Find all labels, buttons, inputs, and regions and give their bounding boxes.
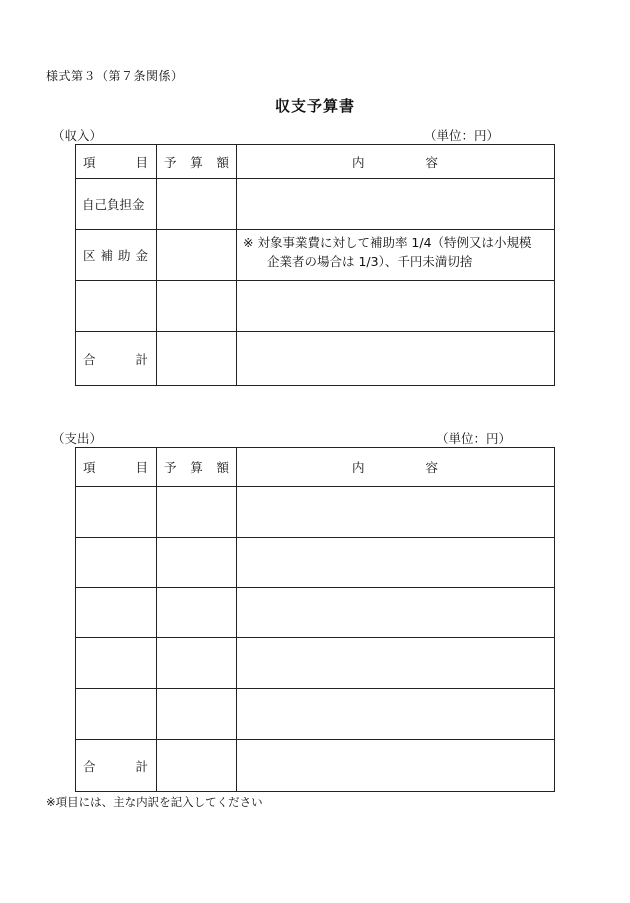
expense-row-budget-cell[interactable] xyxy=(157,487,237,538)
income-total-label xyxy=(76,332,157,386)
expense-row-budget-cell[interactable] xyxy=(157,638,237,689)
expense-row-budget-cell[interactable] xyxy=(157,538,237,588)
header-budget: 予算額 xyxy=(157,145,237,179)
expense-row-content-cell[interactable] xyxy=(237,638,555,689)
header-budget: 予算額 xyxy=(157,448,237,487)
header-content-b: 容 xyxy=(425,154,438,170)
income-row-label: 区補助金 xyxy=(76,230,157,281)
expense-section-label: （支出） xyxy=(52,431,103,446)
income-row-budget-cell[interactable] xyxy=(157,281,237,332)
expense-total-row xyxy=(76,740,555,792)
income-row-budget-cell[interactable] xyxy=(157,230,237,281)
income-row-label-cell[interactable] xyxy=(76,281,157,332)
header-content xyxy=(237,448,555,487)
income-header-row xyxy=(76,145,555,179)
income-row-budget-cell[interactable] xyxy=(157,179,237,230)
expense-row-label-cell[interactable] xyxy=(76,588,157,638)
expense-row-label-cell[interactable] xyxy=(76,638,157,689)
income-row-content-cell[interactable] xyxy=(237,230,555,281)
expense-row-label-cell[interactable] xyxy=(76,487,157,538)
header-content xyxy=(237,145,555,179)
document-title: 収支予算書 xyxy=(274,97,355,115)
expense-row-budget-cell[interactable] xyxy=(157,689,237,740)
footer-note: ※項目には、主な内訳を記入してください xyxy=(46,795,263,809)
header-content-b: 容 xyxy=(425,460,438,475)
total-label-b: 計 xyxy=(135,758,148,774)
income-table xyxy=(75,144,555,386)
expense-row-label-cell[interactable] xyxy=(76,538,157,588)
header-item: 項目 xyxy=(76,145,157,179)
expense-row xyxy=(76,538,555,588)
income-row-content-cell[interactable] xyxy=(237,281,555,332)
subsidy-note-line2: 企業者の場合は 1/3）、千円未満切捨 xyxy=(267,254,473,269)
form-number: 様式第３（第７条関係） xyxy=(46,69,184,83)
total-label-b: 計 xyxy=(135,351,148,367)
header-content-a: 内 xyxy=(352,460,365,475)
expense-row xyxy=(76,588,555,638)
income-unit-label: （単位：円） xyxy=(424,128,500,143)
header-content-a: 内 xyxy=(352,154,365,170)
expense-row-content-cell[interactable] xyxy=(237,538,555,588)
expense-table xyxy=(75,447,555,792)
income-total-content-cell[interactable] xyxy=(237,332,555,386)
expense-total-label xyxy=(76,740,157,792)
expense-row-content-cell[interactable] xyxy=(237,487,555,538)
expense-row-budget-cell[interactable] xyxy=(157,588,237,638)
total-label-a: 合 xyxy=(83,351,96,367)
income-section-label: （収入） xyxy=(52,128,103,143)
subsidy-note-line1: ※ 対象事業費に対して補助率 1/4（特例又は小規模 xyxy=(243,235,532,250)
expense-total-content-cell[interactable] xyxy=(237,740,555,792)
header-item: 項目 xyxy=(76,448,157,487)
income-row-blank xyxy=(76,281,555,332)
expense-row-label-cell[interactable] xyxy=(76,689,157,740)
expense-row-content-cell[interactable] xyxy=(237,689,555,740)
expense-unit-label: （単位：円） xyxy=(436,431,512,446)
expense-row xyxy=(76,638,555,689)
income-row-subsidy xyxy=(76,230,555,281)
income-row-self-pay xyxy=(76,179,555,230)
income-total-budget-cell[interactable] xyxy=(157,332,237,386)
total-label-a: 合 xyxy=(83,758,96,774)
income-row-content-cell[interactable] xyxy=(237,179,555,230)
expense-row xyxy=(76,487,555,538)
expense-header-row xyxy=(76,448,555,487)
income-row-label: 自己負担金 xyxy=(76,179,157,230)
expense-total-budget-cell[interactable] xyxy=(157,740,237,792)
expense-row xyxy=(76,689,555,740)
income-total-row xyxy=(76,332,555,386)
expense-row-content-cell[interactable] xyxy=(237,588,555,638)
